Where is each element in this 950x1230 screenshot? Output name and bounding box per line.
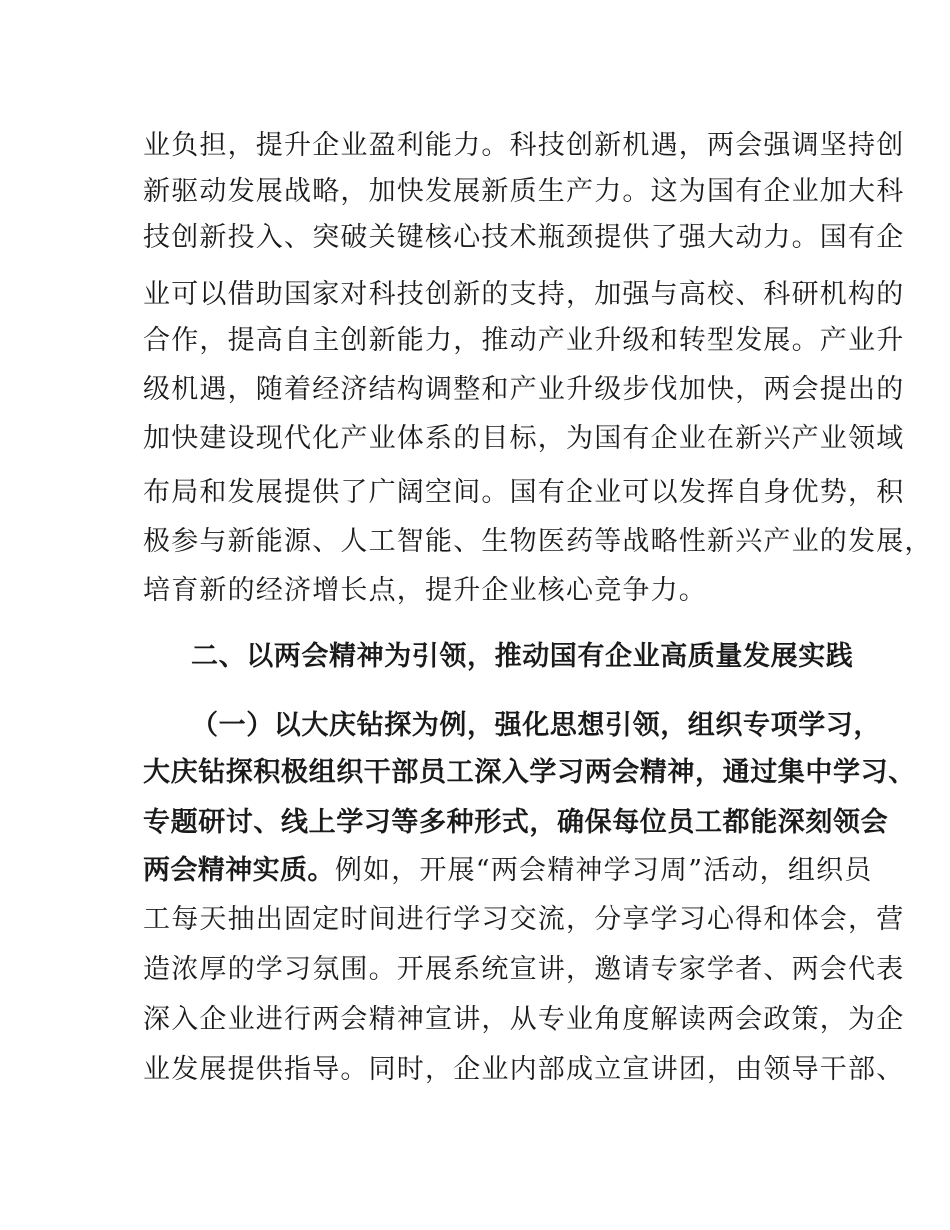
body-text-line: 新驱动发展战略，加快发展新质生产力。这为国有企业加大科 [143,176,905,207]
body-text-line: 业发展提供指导。同时，企业内部成立宣讲团，由领导干部、 [143,1054,905,1085]
body-bold-segment: 两会精神实质。 [143,855,335,886]
body-text-line: 合作，提高自主创新能力，推动产业升级和转型发展。产业升 [143,325,905,356]
body-text-line: 业可以借助国家对科技创新的支持，加强与高校、科研机构的 [143,279,905,310]
body-text-line: 技创新投入、突破关键核心技术瓶颈提供了强大动力。国有企 [143,222,905,253]
section-heading: 二、以两会精神为引领，推动国有企业高质量发展实践 [191,641,854,672]
body-text-line: 级机遇，随着经济结构调整和产业升级步伐加快，两会提出的 [143,374,905,405]
body-bold-line: 大庆钻探积极组织干部员工深入学习两会精神，通过集中学习、 [143,757,916,788]
subsection-heading: （一）以大庆钻探为例，强化思想引领，组织专项学习， [191,710,881,741]
body-text-line: 造浓厚的学习氛围。开展系统宣讲，邀请专家学者、两会代表 [143,954,905,985]
body-mixed-line [143,851,873,891]
body-text-line: 培育新的经济增长点，提升企业核心竞争力。 [143,575,707,606]
body-text-line: 工每天抽出固定时间进行学习交流，分享学习心得和体会，营 [143,904,905,935]
body-bold-line: 专题研讨、线上学习等多种形式，确保每位员工都能深刻领会 [143,807,889,838]
body-text-line: 极参与新能源、人工智能、生物医药等战略性新兴产业的发展， [143,526,933,557]
body-text-line: 深入企业进行两会精神宣讲，从专业角度解读两会政策，为企 [143,1004,905,1035]
body-text-line: 业负担，提升企业盈利能力。科技创新机遇，两会强调坚持创 [143,130,905,161]
body-text-line: 加快建设现代化产业体系的目标，为国有企业在新兴产业领域 [143,423,905,454]
body-text-line: 布局和发展提供了广阔空间。国有企业可以发挥自身优势，积 [143,477,905,508]
body-normal-segment: 例如，开展“两会精神学习周”活动，组织员 [334,855,873,886]
